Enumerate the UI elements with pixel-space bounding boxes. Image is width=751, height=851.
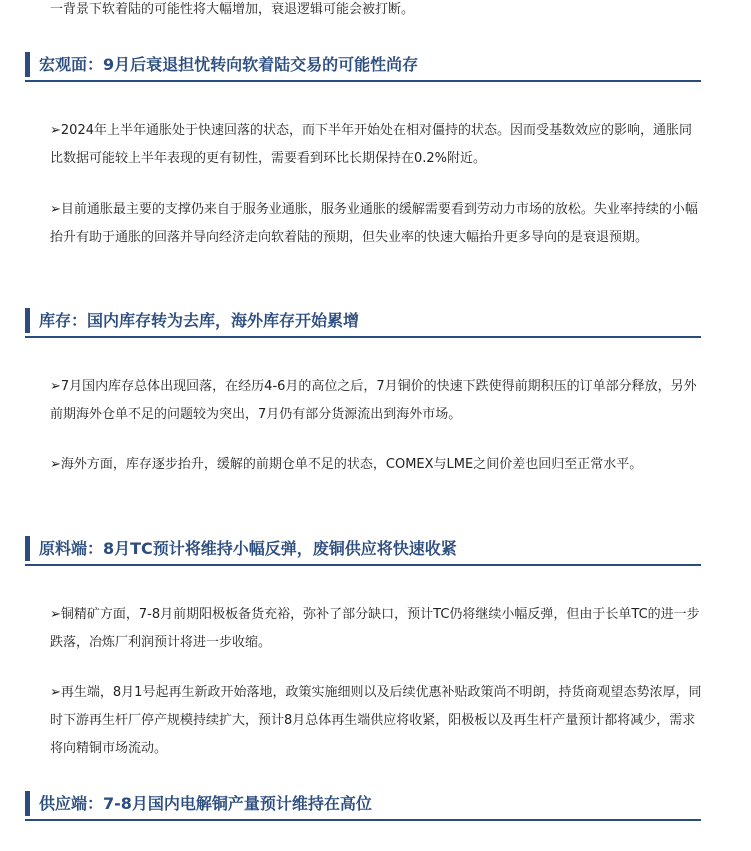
bullet-arrow-icon: ➢ [50,607,61,622]
bullet-arrow-icon: ➢ [50,202,61,217]
intro-paragraph: 一背景下软着陆的可能性将大幅增加，衰退逻辑可能会被打断。 [50,2,415,17]
heading-underline [25,336,701,338]
section-title: 宏观面：9月后衰退担忧转向软着陆交易的可能性尚存 [39,55,419,74]
heading-underline [25,564,701,566]
paragraph-text: 2024年上半年通胀处于快速回落的状态，而下半年开始处在相对僵持的状态。因而受基数效应的影响，通胀同比数据可能较上半年表现的更有韧性，需要看到环比长期保持在0.2%附近。 [50,123,692,166]
heading-accent-bar [25,52,30,77]
bullet-arrow-icon: ➢ [50,379,61,394]
paragraph-text: 目前通胀最主要的支撑仍来自于服务业通胀，服务业通胀的缓解需要看到劳动力市场的放松。失业率持续的小幅抬升有助于通胀的回落并导向经济走向软着陆的预期，但失业率的快速大幅抬升更多导向的是衰退预期。 [50,202,698,245]
paragraph [50,451,702,479]
section-title: 供应端：7-8月国内电解铜产量预计维持在高位 [39,794,372,813]
heading-accent-bar [25,308,30,333]
paragraph-text: 铜精矿方面，7-8月前期阳极板备货充裕，弥补了部分缺口，预计TC仍将继续小幅反弹，但由于长单TC的进一步跌落，冶炼厂利润预计将进一步收缩。 [50,607,700,650]
paragraph [50,373,702,429]
section-heading-raw-materials [25,534,701,564]
paragraph [50,601,702,657]
paragraph [50,679,702,763]
section-heading-supply [25,789,701,819]
paragraph [50,117,702,173]
heading-accent-bar [25,536,30,561]
paragraph-text: 海外方面，库存逐步抬升，缓解的前期仓单不足的状态，COMEX与LME之间价差也回归至正常水平。 [60,457,643,472]
heading-underline [25,819,701,821]
bullet-arrow-icon: ➢ [50,123,61,138]
bullet-arrow-icon: ➢ [50,685,61,700]
heading-underline [25,80,701,82]
bullet-arrow-icon: ➢ [50,457,61,472]
section-title: 原料端：8月TC预计将维持小幅反弹，废铜供应将快速收紧 [39,539,457,558]
paragraph [50,196,702,252]
paragraph-text: 再生端，8月1号起再生新政开始落地，政策实施细则以及后续优惠补贴政策尚不明朗，持货商观望态势浓厚，同时下游再生杆厂停产规模持续扩大，预计8月总体再生端供应将收紧，阳极板以及再生杆产量预计都将减少，需求将向精铜市场流动。 [50,685,702,756]
section-title: 库存：国内库存转为去库，海外库存开始累增 [39,311,360,330]
paragraph-text: 7月国内库存总体出现回落，在经历4-6月的高位之后，7月铜价的快速下跌使得前期积压的订单部分释放，另外前期海外仓单不足的问题较为突出，7月仍有部分货源流出到海外市场。 [50,379,697,422]
heading-accent-bar [25,791,30,816]
section-heading-macro [25,50,701,80]
section-heading-inventory [25,306,701,336]
